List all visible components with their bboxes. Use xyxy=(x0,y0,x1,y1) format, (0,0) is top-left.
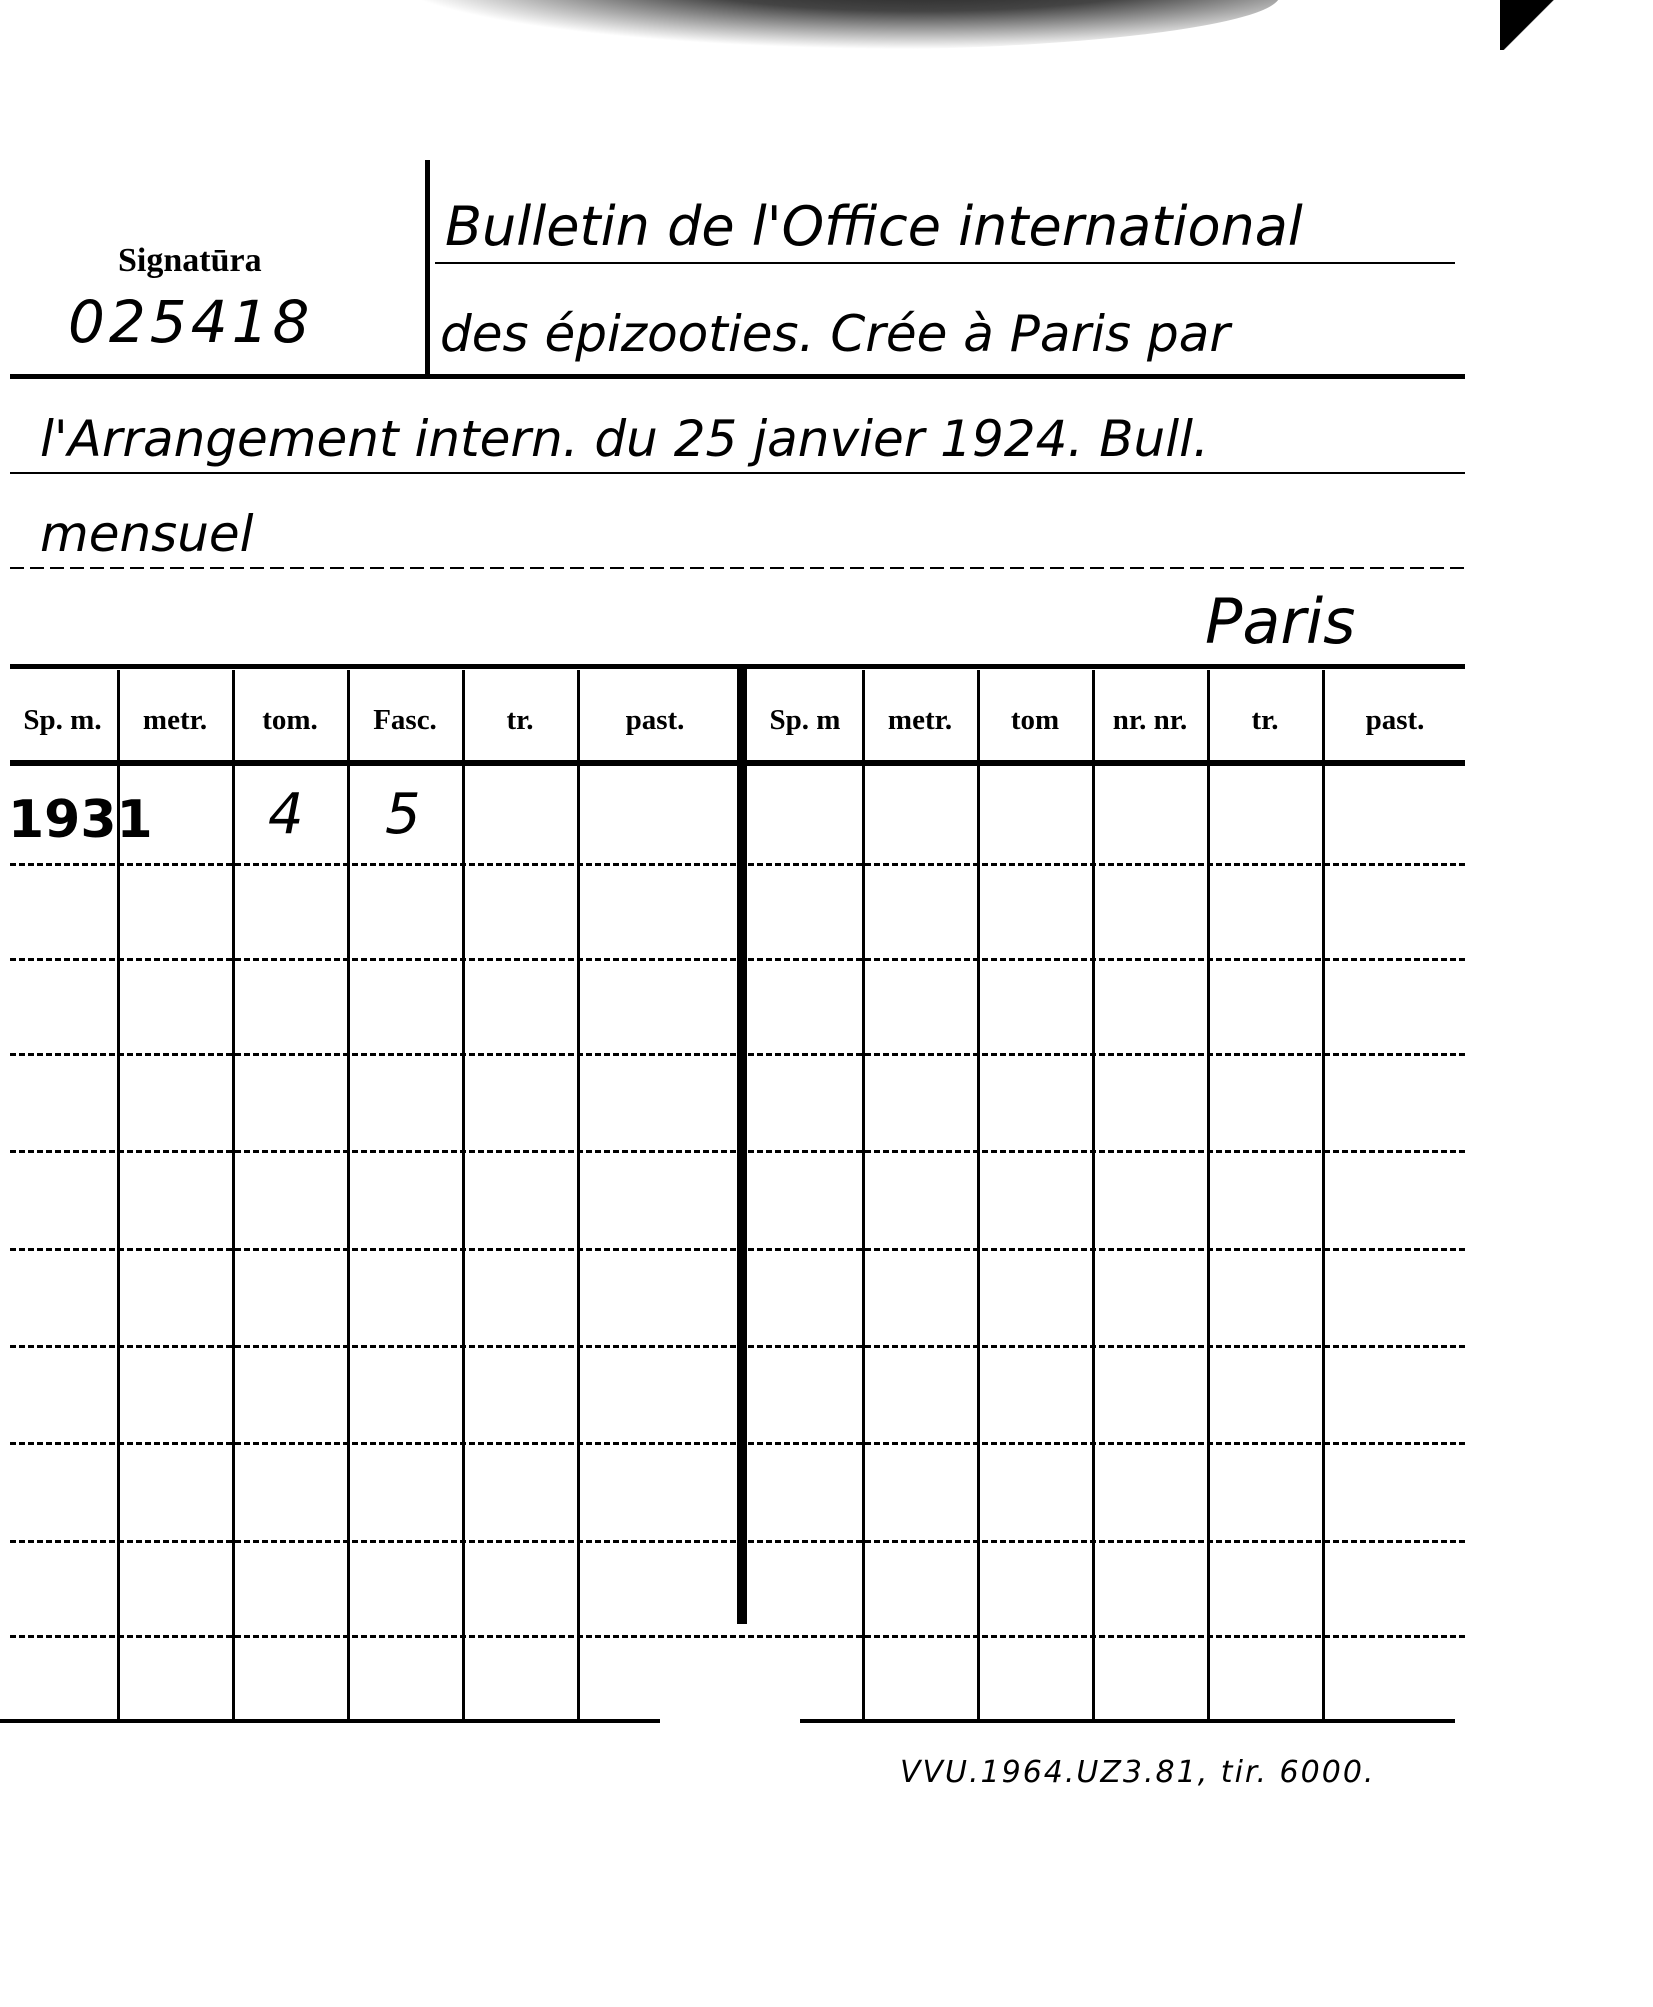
col-line xyxy=(1092,670,1095,1720)
cell-sp-m: 1931 xyxy=(8,790,153,850)
header-tom-right: tom xyxy=(1010,703,1060,736)
col-line xyxy=(862,670,865,1720)
row-line xyxy=(10,863,1465,866)
print-footer: VVU.1964.UZ3.81, tir. 6000. xyxy=(900,1755,1376,1790)
col-line xyxy=(1322,670,1325,1720)
header-past-right: past. xyxy=(1365,703,1425,736)
center-divider xyxy=(737,664,747,1624)
scan-corner-mark xyxy=(1500,0,1580,50)
header-sp-m-left: Sp. m. xyxy=(23,703,102,736)
title-line-2: des épizooties. Crée à Paris par xyxy=(440,305,1230,363)
header-tom-left: tom. xyxy=(262,703,318,736)
row-line xyxy=(10,1635,1465,1638)
table-bottom-rule xyxy=(0,1719,660,1723)
signatura-rule xyxy=(10,374,1465,379)
signatura-label: Signatūra xyxy=(118,242,262,279)
title-line-4: mensuel xyxy=(40,505,254,563)
col-line xyxy=(577,670,580,1720)
title-underline-3 xyxy=(10,472,1465,474)
header-tr-right: tr. xyxy=(1251,703,1279,736)
col-line xyxy=(1207,670,1210,1720)
table-bottom-rule-right xyxy=(800,1719,1455,1723)
row-line xyxy=(10,1540,1465,1543)
row-line xyxy=(10,1442,1465,1445)
scan-smudge xyxy=(380,0,1280,50)
header-metr-left: metr. xyxy=(142,703,208,736)
signatura-value: 025418 xyxy=(68,288,314,356)
row-line xyxy=(10,958,1465,961)
row-line xyxy=(10,1248,1465,1251)
col-line xyxy=(977,670,980,1720)
cell-tom: 4 xyxy=(268,782,304,847)
header-past-left: past. xyxy=(625,703,685,736)
title-underline-1 xyxy=(435,262,1455,264)
header-tr-left: tr. xyxy=(506,703,534,736)
col-line xyxy=(462,670,465,1720)
title-divider xyxy=(425,160,430,375)
place-text: Paris xyxy=(1205,585,1356,658)
cell-fasc: 5 xyxy=(385,782,421,847)
title-line-1: Bulletin de l'Office international xyxy=(445,195,1303,258)
row-line xyxy=(10,1345,1465,1348)
row-line xyxy=(10,1150,1465,1153)
header-sp-m-right: Sp. m xyxy=(769,703,841,736)
title-underline-4 xyxy=(10,567,1465,569)
header-fasc-left: Fasc. xyxy=(373,703,437,736)
col-line xyxy=(347,670,350,1720)
header-metr-right: metr. xyxy=(887,703,953,736)
header-nr-nr-right: nr. nr. xyxy=(1112,703,1188,736)
row-line xyxy=(10,1053,1465,1056)
title-line-3: l'Arrangement intern. du 25 janvier 1924. Bull. xyxy=(40,410,1209,468)
col-line xyxy=(232,670,235,1720)
